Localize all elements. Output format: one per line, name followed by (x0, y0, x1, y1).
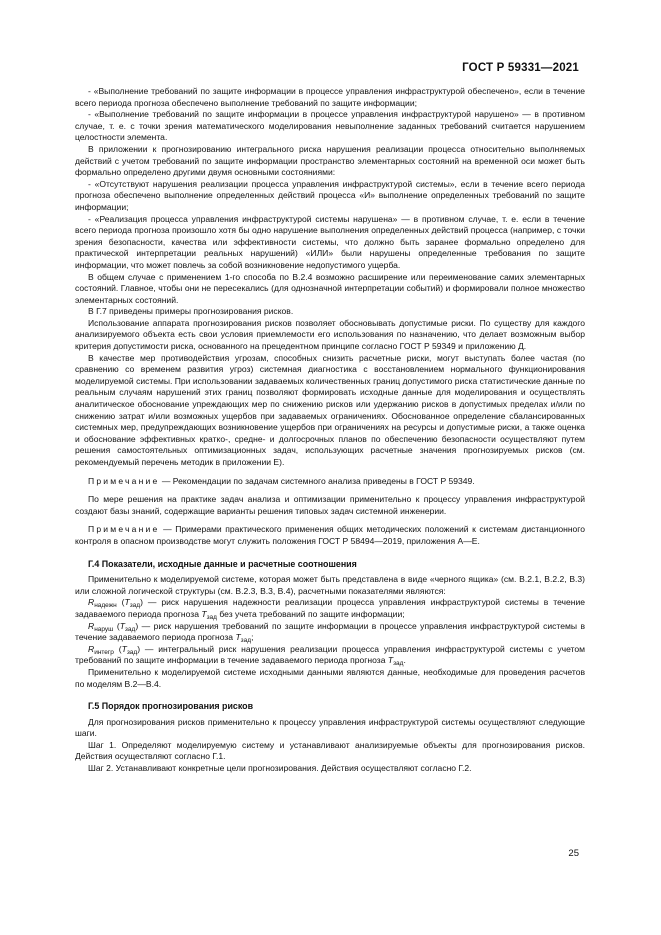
paragraph: - «Выполнение требований по защите информации в процессе управления инфраструктурой нарушено» — в противном случае, т. е. с точки зрения математического моделирования невыполнение заданных требований считается нарушением целостности элемента. (75, 109, 585, 143)
paragraph: Применительно к моделируемой системе исходными данными являются данные, необходимые для проведения расчетов по моделям В.2—В.4. (75, 666, 585, 689)
paragraph: В Г.7 приведены примеры прогнозирования рисков. (88, 306, 294, 317)
page-number: 25 (568, 848, 579, 859)
paragraph: Применительно к моделируемой системе, которая может быть представлена в виде «черного ящика» (см. В.2.1, В.2.2, В.3) или сложной логической структуры (см. В.2.3, В.3, В.4), расчетными показателями являются: (75, 574, 585, 596)
paragraph: По мере решения на практике задач анализа и оптимизации применительно к процессу управления инфраструктурой создают базы знаний, содержащие варианты решения типовых задач системной инженерии. (75, 494, 585, 516)
indicator-r-integral: $R_{интегр}$ $(T_{зад})$ — интегральный риск нарушения реализации процесса управления инфраструктурой системы с учетом требований по защите информации в течение задаваемого периода прогноза $T_{зад}$. (75, 643, 585, 668)
note-text: — Примерами практического применения общих методических положений к системам дистанционного контроля в опасном производстве могут служить положения ГОСТ Р 58494—2019, приложения А—Е. (75, 524, 585, 546)
note-label: Примечание (88, 475, 160, 486)
paragraph: Использование аппарата прогнозирования рисков позволяет обосновывать допустимые риски. По существу для каждого анализируемого объекта есть свои условия приемлемости его использования по назначению, что делает возможным выбор критерия допустимости риска, основанного на прецедентном принципе согласно ГОСТ Р 59349 и приложению Д. (75, 317, 585, 352)
indicator-r-reliability: $R_{надежн}$ $(T_{зад})$ — риск нарушения надежности реализации процесса управления инфраструктурой системы в течение задаваемого периода прогноза $T_{зад}$ без учета требований по защите информации; (75, 597, 585, 621)
note-practical-examples (75, 524, 585, 547)
section-heading-g4: Г.4 Показатели, исходные данные и расчетные соотношения (88, 558, 357, 569)
step-1: Шаг 1. Определяют моделируемую систему и устанавливают анализируемые объекты для прогнозирования рисков. Действия осуществляют согласно Г.1. (75, 739, 585, 762)
note-system-analysis (75, 476, 585, 488)
paragraph: В качестве мер противодействия угрозам, способных снизить расчетные риски, могут выступать более частая (по сравнению со временем развития угроз) системная диагностика с восстановлением нормального функционирования моделируемой системы. При использовании задаваемых количественных границ допустимого риска статистические данные по реальным случаям нарушений этих границ позволяют формировать исходные данные для моделирования и осуществлять аналитическое обоснование упреждающих мер по снижению рисков или удержанию рисков в допустимых пределах и/или по снижению затрат и/или возможных ущербов при задаваемых ограничениях. Обоснованное определение сбалансированных системных мер, предупреждающих возникновение ущербов при ограничениях на ресурсы и допустимые риски, а также оценка и обоснование эффективных кратко-, средне- и долгосрочных планов по обеспечению безопасности осуществляют путем решения самостоятельных оптимизационных задач, использующих расчетные значения прогнозируемых рисков (см. рекомендуемый перечень методик в приложении Е). (75, 352, 585, 467)
paragraph: - «Отсутствуют нарушения реализации процесса управления инфраструктурой системы», если в течение всего периода прогноза обеспечено выполнение определенных действий процесса «И» выполнение определенных требований по защите информации; (75, 178, 585, 212)
paragraph: В общем случае с применением 1-го способа по В.2.4 возможно расширение или переименование самих элементарных состояний. Главное, чтобы они не пересекались (для однозначной интерпретации событий) и формировали полное множество элементарных состояний. (75, 271, 585, 305)
paragraph: Для прогнозирования рисков применительно к процессу управления инфраструктурой системы осуществляют следующие шаги. (75, 716, 585, 739)
step-2: Шаг 2. Устанавливают конкретные цели прогнозирования. Действия осуществляют согласно Г.2. (88, 763, 472, 774)
document-body (75, 86, 585, 775)
paragraph: - «Выполнение требований по защите информации в процессе управления инфраструктурой обеспечено», если в течение всего периода прогноза обеспечено выполнение требований по защите информации; (75, 86, 585, 108)
paragraph: В приложении к прогнозированию интегрального риска нарушения реализации процесса относительно выполняемых действий с учетом требований по защите информации пространство элементарных состояний на временной оси может быть формально определено другими двумя основными состояниями: (75, 143, 585, 178)
note-text: — Рекомендации по задачам системного анализа приведены в ГОСТ Р 59349. (159, 475, 475, 486)
paragraph: - «Реализация процесса управления инфраструктурой системы нарушена» — в противном случае, т. е. если в течение всего периода прогноза произошло хотя бы одно нарушение выполнения определенных действий процесса (например, с точки зрения безопасности, качества или эффективности системы, что должно быть заранее формально определено для практической интерпретации реальных нарушений) «ИЛИ» были нарушены определенные требования по защите информации, что может повлечь за собой возникновение недопустимого ущерба. (75, 213, 585, 270)
note-label: Примечание (88, 524, 160, 535)
indicator-r-violation: $R_{наруш}$ $(T_{зад})$ — риск нарушения требований по защите информации в процессе управления инфраструктурой системы в течение задаваемого периода прогноза $T_{зад}$; (75, 620, 585, 645)
standard-code: ГОСТ Р 59331—2021 (462, 62, 579, 74)
section-heading-g5: Г.5 Порядок прогнозирования рисков (88, 701, 254, 712)
